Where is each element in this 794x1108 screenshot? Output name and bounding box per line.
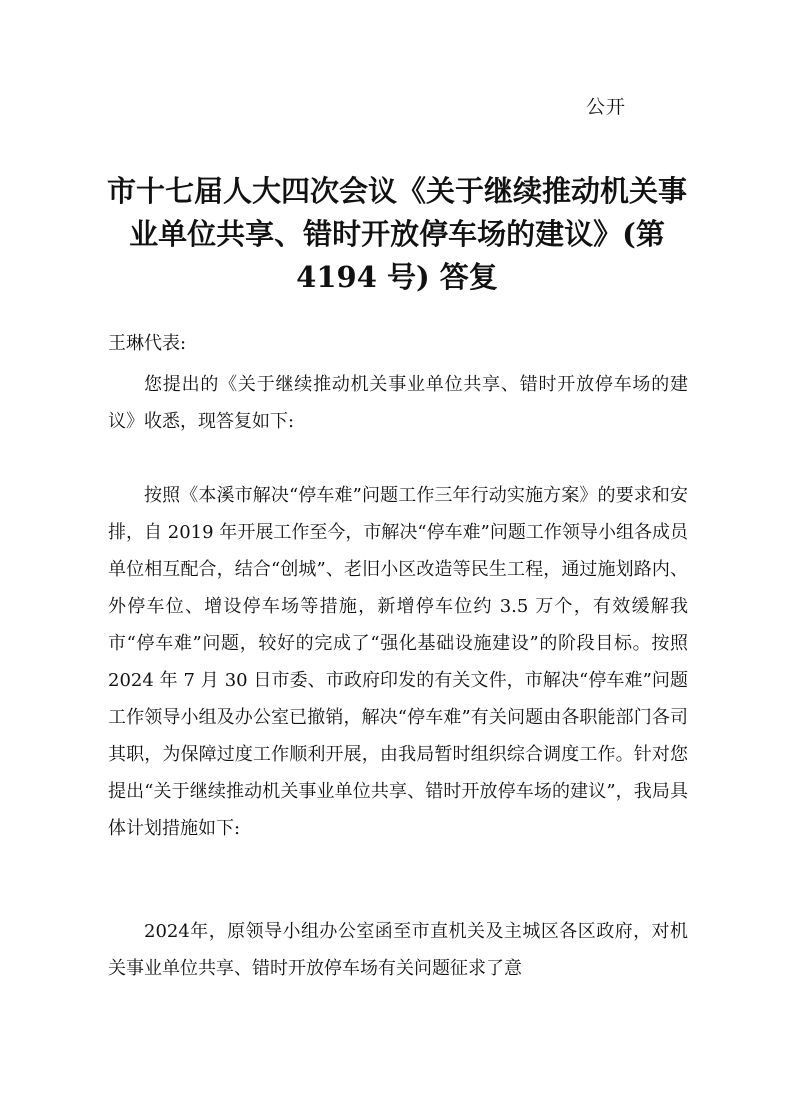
title-line-1: 市十七届人大四次会议《关于继续推动机关事 (106, 174, 687, 208)
disclosure-mark: 公开 (586, 96, 627, 118)
paragraph-measures: 2024年，原领导小组办公室函至市直机关及主城区各区政府，对机关事业单位共享、错时开放停车场有关问题征求了意 (108, 921, 688, 979)
title-line-3: 4194 号) 答复 (296, 260, 498, 294)
salutation: 王琳代表: (108, 333, 187, 354)
paragraph-intro: 您提出的《关于继续推动机关事业单位共享、错时开放停车场的建议》收悉，现答复如下: (108, 374, 688, 432)
paragraph-background: 按照《本溪市解决“停车难”问题工作三年行动实施方案》的要求和安排，自 2019 年开展工作至今，市解决“停车难”问题工作领导小组各成员单位相互配合，结合“创城”、老旧小区改造等民生工程，通过施划路内、外停车位、增设停车场等措施，新增停车位约 3.5 万个，有效缓解我市“停车难”问题，较好的完成了“强化基础设施建设”的阶段目标。按照 2024 年 7 月 30 日市委、市政府印发的有关文件，市解决“停车难”问题工作领导小组及办公室已撤销，解决“停车难”有关问题由各职能部门各司其职，为保障过度工作顺利开展，由我局暂时组织综合调度工作。针对您提出“关于继续推动机关事业单位共享、错时开放停车场的建议”，我局具体计划措施如下: (108, 485, 688, 839)
title-line-2: 业单位共享、错时开放停车场的建议》(第 (129, 217, 665, 251)
document-title (100, 170, 694, 299)
